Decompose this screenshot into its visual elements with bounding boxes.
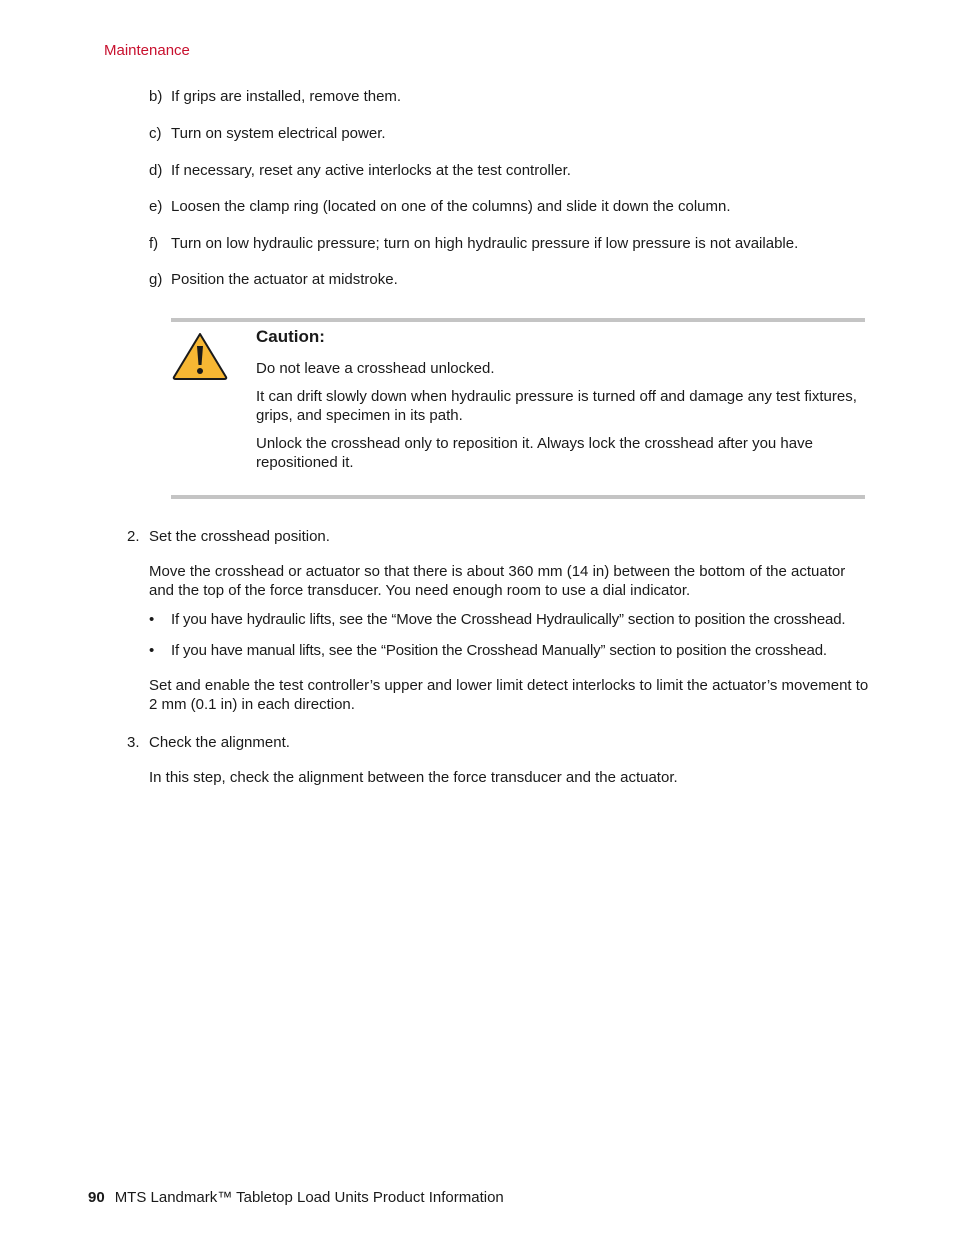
substep-letter: e)	[149, 198, 163, 215]
section-header: Maintenance	[104, 42, 190, 59]
step-number: 2.	[127, 528, 140, 545]
substep-b	[149, 87, 401, 106]
bullet-item: If you have hydraulic lifts, see the “Move the Crosshead Hydraulically” section to position the crosshead.	[171, 611, 846, 628]
caution-top-rule	[171, 318, 865, 322]
substep-text: If grips are installed, remove them.	[171, 88, 402, 105]
step-title: Check the alignment.	[149, 734, 290, 751]
substep-text: Turn on system electrical power.	[171, 125, 386, 142]
caution-paragraph: Unlock the crosshead only to reposition it. Always lock the crosshead after you have repositioned it.	[256, 435, 813, 471]
bullet-mark: •	[149, 611, 155, 628]
page-number: 90	[88, 1189, 105, 1206]
bullet-mark: •	[149, 642, 155, 659]
substep-letter: d)	[149, 162, 163, 179]
step-outro: Set and enable the test controller’s upper and lower limit detect interlocks to limit the actuator’s movement to 2 mm (0.1 in) in each direction.	[149, 677, 869, 713]
page-footer	[88, 1189, 504, 1206]
substep-letter: c)	[149, 125, 162, 142]
substep-text: If necessary, reset any active interlocks at the test controller.	[171, 162, 571, 179]
caution-title: Caution:	[256, 327, 325, 346]
caution-paragraph: Do not leave a crosshead unlocked.	[256, 360, 495, 377]
caution-paragraph: It can drift slowly down when hydraulic pressure is turned off and damage any test fixtures, grips, and specimen in its path.	[256, 388, 857, 424]
step-intro: Move the crosshead or actuator so that there is about 360 mm (14 in) between the bottom of the actuator and the top of the force transducer. You need enough room to use a dial indicator.	[149, 563, 846, 599]
bullet-item: If you have manual lifts, see the “Position the Crosshead Manually” section to position the crosshead.	[171, 642, 827, 659]
substep-text: Turn on low hydraulic pressure; turn on high hydraulic pressure if low pressure is not available.	[171, 235, 799, 252]
substep-f	[149, 234, 798, 253]
step-intro: In this step, check the alignment between the force transducer and the actuator.	[149, 769, 678, 786]
step-number: 3.	[127, 734, 140, 751]
substep-d	[149, 161, 571, 180]
warning-triangle-icon	[171, 331, 229, 381]
substep-text: Loosen the clamp ring (located on one of the columns) and slide it down the column.	[171, 198, 731, 215]
substep-g	[149, 270, 398, 289]
substep-c	[149, 124, 386, 143]
document-title: MTS Landmark™ Tabletop Load Units Product Information	[114, 1189, 504, 1206]
caution-bottom-rule	[171, 495, 865, 499]
substep-letter: f)	[149, 235, 159, 252]
substep-letter: b)	[149, 88, 163, 105]
substep-e	[149, 197, 731, 216]
substep-text: Position the actuator at midstroke.	[171, 271, 398, 288]
substep-letter: g)	[149, 271, 163, 288]
step-title: Set the crosshead position.	[149, 528, 330, 545]
